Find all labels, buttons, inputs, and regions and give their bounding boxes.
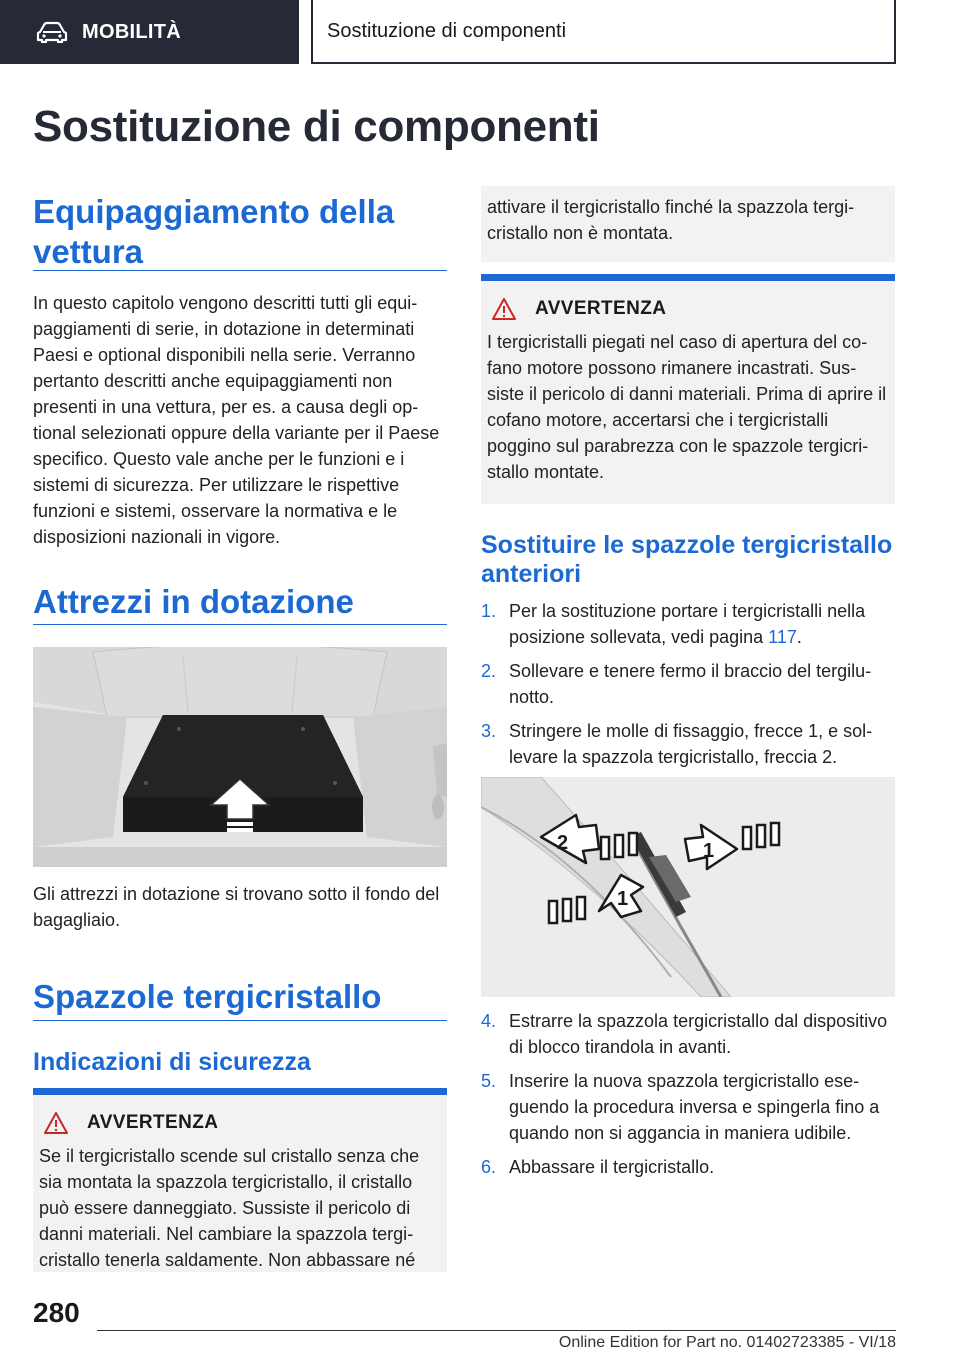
tools-caption: Gli attrezzi in dotazione si trovano sotto il fondo del bagagliaio. — [33, 884, 440, 930]
arrow-label: 1 — [703, 840, 715, 862]
page-number: 280 — [33, 1297, 80, 1328]
step-item — [481, 1154, 895, 1180]
warning-text: Se il tergicristallo scende sul cristallo senza che sia montata la spazzola tergicristallo, il cristallo può essere danneggiato. Sussiste il pericolo di danni materiali. Nel cambiare la spazzola tergicristallo tenerla saldamente. Non abbassare né — [39, 1146, 420, 1270]
warning-continuation: attivare il tergicristallo finché la spazzola tergicristallo non è montata. — [481, 186, 895, 262]
step-number: 5. — [481, 1071, 497, 1091]
step-number: 4. — [481, 1011, 497, 1031]
trunk-figure — [33, 647, 447, 867]
warning-triangle-icon — [491, 297, 517, 321]
warning-triangle-icon — [43, 1111, 69, 1135]
step-number: 3. — [481, 721, 497, 741]
step-number: 2. — [481, 661, 497, 681]
page-link[interactable]: 117 — [768, 627, 797, 647]
steps-list-a — [481, 598, 895, 778]
wiper-figure — [481, 777, 895, 997]
warning-label: AVVERTENZA — [87, 1112, 219, 1133]
step-number: 1. — [481, 601, 497, 621]
wipers-heading: Spazzole tergicristallo — [33, 978, 382, 1015]
car-icon — [36, 21, 68, 43]
step-item — [481, 598, 895, 650]
chapter-tab — [311, 0, 896, 64]
arrow-label: 1 — [617, 888, 629, 910]
arrow-label: 2 — [557, 832, 569, 854]
safety-heading: Indicazioni di sicurezza — [33, 1048, 311, 1076]
chapter-label: Sostituzione di componenti — [327, 19, 567, 42]
step-text: Stringere le molle di fissaggio, frecce 1, e sollevare la spazzola tergicristallo, freccia 2. — [509, 721, 873, 767]
equipment-heading: Equipaggiamento della vettura — [33, 193, 395, 270]
tools-heading: Attrezzi in dotazione — [33, 583, 354, 620]
warning-label: AVVERTENZA — [535, 298, 667, 319]
step-text: Abbassare il tergicristallo. — [509, 1157, 715, 1177]
page-title: Sostituzione di componenti — [33, 102, 600, 151]
step-text: Inserire la nuova spazzola tergicristallo eseguendo la procedura inversa e spingerla fino a quando non si aggancia in maniera udibile. — [509, 1071, 880, 1143]
section-tab — [0, 0, 299, 64]
section-label: MOBILITÀ — [82, 20, 182, 43]
step-number: 6. — [481, 1157, 497, 1177]
step-text: Sollevare e tenere fermo il braccio del tergilunotto. — [509, 661, 872, 707]
warning-box — [33, 1088, 447, 1272]
wiper-illustration — [481, 777, 895, 997]
step-item — [481, 658, 895, 710]
warning-header — [43, 1111, 447, 1135]
heading-rule — [33, 1020, 447, 1021]
equipment-paragraph: In questo capitolo vengono descritti tutti gli equipaggiamenti di serie, in dotazione in determinati Paesi e optional disponibili nella serie. Verranno pertanto descritti anche equipaggiamenti non presenti in una vettura, per es. a causa degli optional selezionati oppure della variante per il Paese specifico. Questo vale anche per le funzioni e i sistemi di sicurezza. Per utilizzare le rispettive funzioni e sistemi, osservare la normativa e le disposizioni nazionali in vigore. — [33, 293, 440, 547]
heading-rule — [33, 624, 447, 625]
step-text: Per la sostituzione portare i tergicristalli nella posizione sollevata, vedi pagina 117. — [509, 601, 866, 647]
warning-header — [491, 297, 895, 321]
footer-rule — [97, 1330, 896, 1331]
warning-box — [481, 274, 895, 504]
footer-edition: Online Edition for Part no. 01402723385 - VI/18 — [558, 1334, 896, 1351]
replace-heading: Sostituire le spazzole tergicristallo anteriori — [481, 531, 893, 588]
step-item — [481, 718, 895, 770]
heading-rule — [33, 270, 447, 271]
step-item — [481, 1068, 895, 1146]
warning-text: I tergicristalli piegati nel caso di apertura del cofano motore possono rimanere incastrati. Sussiste il pericolo di danni materiali. Prima di aprire il cofano motore, accertarsi che i tergicristalli poggino sul parabrezza con le spazzole tergicristallo montate. — [487, 332, 887, 482]
step-text: Estrarre la spazzola tergicristallo dal dispositivo di blocco tirandola in avanti. — [509, 1011, 888, 1057]
step-item — [481, 1008, 895, 1060]
steps-list-b — [481, 1008, 895, 1188]
trunk-illustration — [33, 647, 447, 867]
